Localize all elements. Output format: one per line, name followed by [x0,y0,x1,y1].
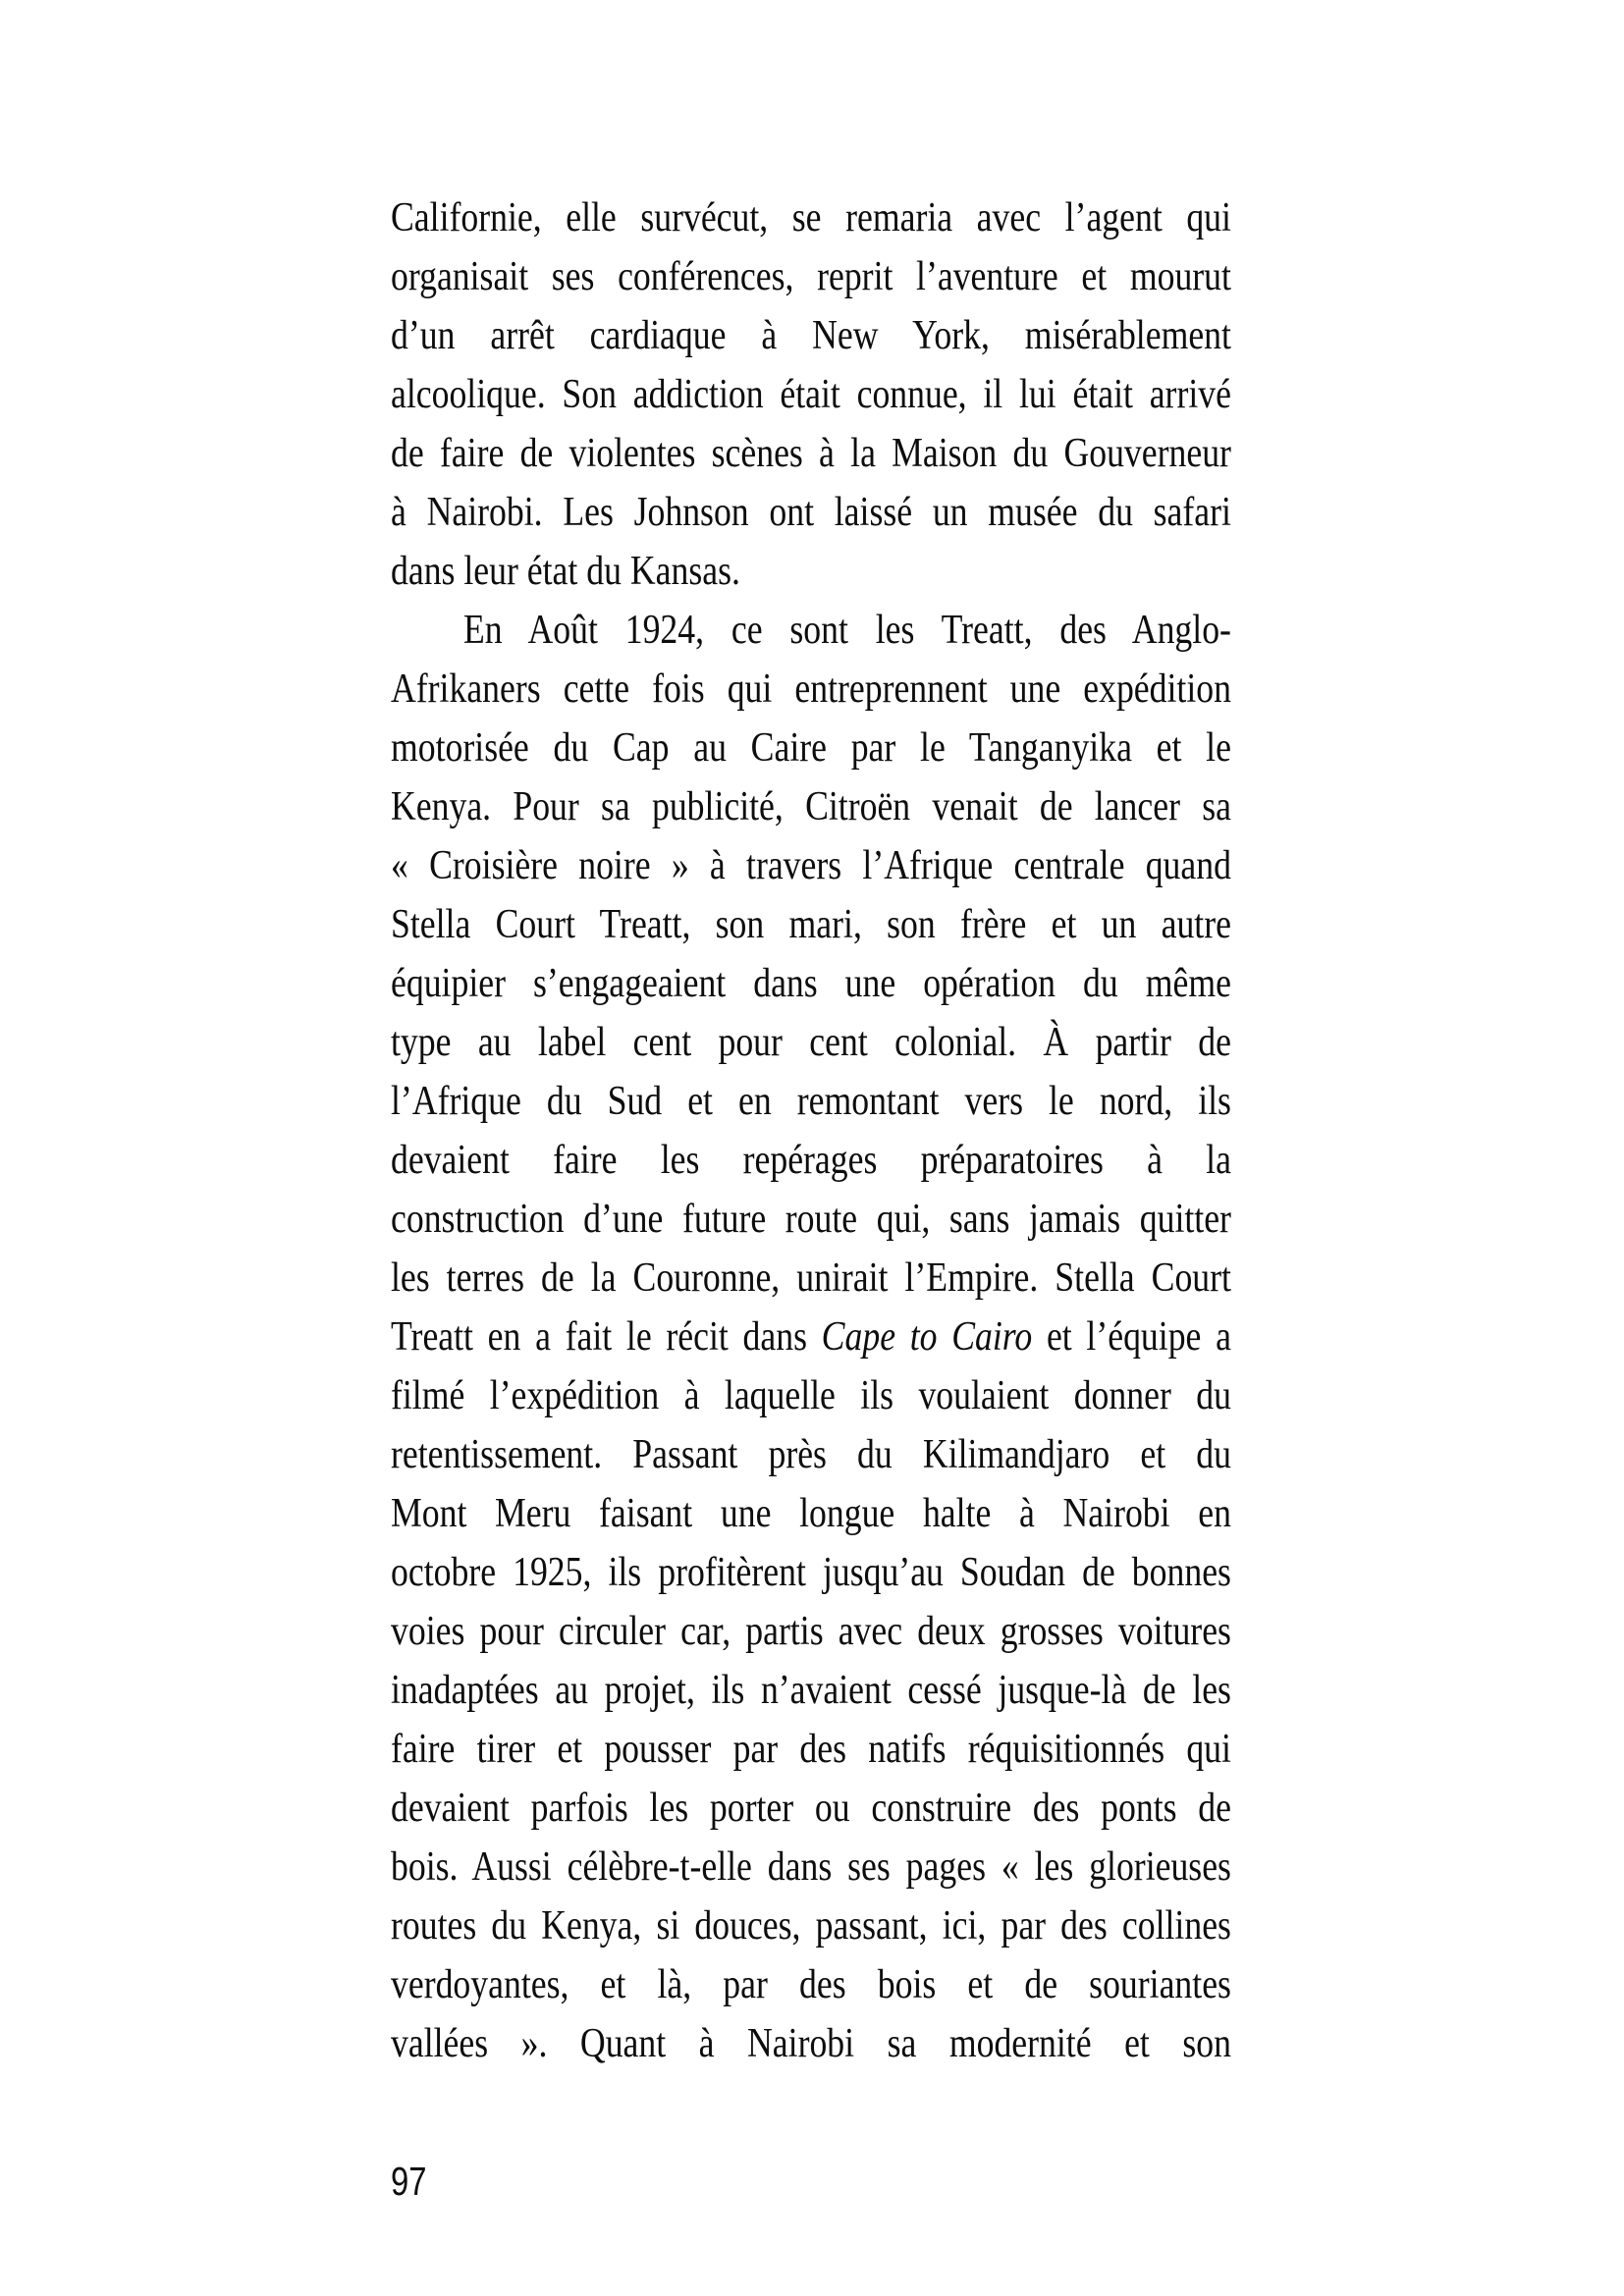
text-line [391,1425,1231,1484]
text-line [391,1072,1231,1131]
text-run: En Août 1924, ce sont les Treatt, des Anglo- [462,608,1231,653]
text-run: construction d’une future route qui, sans jamais quitter [391,1197,1231,1242]
text-run: Californie, elle survécut, se remaria avec l’agent qui [391,195,1231,240]
text-line [391,777,1231,836]
text-run: équipier s’engageaient dans une opération du même [391,961,1231,1006]
text-run: octobre 1925, ils profitèrent jusqu’au Soudan de bonnes [391,1550,1231,1595]
text-run: vallées ». Quant à Nairobi sa modernité et son [391,2021,1231,2066]
text-line [391,1543,1231,1602]
text-run: Afrikaners cette fois qui entreprennent une expédition [391,667,1231,712]
text-line [391,1308,1231,1366]
text-run: l’Afrique du Sud et en remontant vers le nord, ils [391,1079,1231,1124]
text-line [391,1955,1231,2014]
text-line [391,1779,1231,1838]
text-run: à Nairobi. Les Johnson ont laissé un musée du safari [391,490,1231,535]
text-run: les terres de la Couronne, unirait l’Empire. Stella Court [391,1255,1231,1301]
text-line [391,836,1231,895]
text-run: verdoyantes, et là, par des bois et de souriantes [391,1962,1231,2007]
text-run: alcoolique. Son addiction était connue, il lui était arrivé [391,372,1231,417]
text-line [391,660,1231,719]
text-line [391,1602,1231,1661]
text-line [391,719,1231,777]
text-run: dans leur état du Kansas. [391,549,740,594]
text-line [391,424,1231,483]
text-line [391,601,1231,660]
text-run: devaient parfois les porter ou construire des ponts de [391,1786,1231,1831]
text-line [391,483,1231,542]
text-run: Treatt en a fait le récit dans [391,1314,822,1360]
text-line [391,542,1231,601]
text-line [391,1896,1231,1955]
text-line [391,1484,1231,1543]
text-line [391,1249,1231,1308]
text-run: routes du Kenya, si douces, passant, ici, par des collines [391,1903,1231,1949]
text-line [391,365,1231,424]
text-line [391,188,1231,247]
text-run: Stella Court Treatt, son mari, son frère et un autre [391,902,1231,947]
text-run: inadaptées au projet, ils n’avaient cessé jusque-là de les [391,1668,1231,1713]
text-line [391,1013,1231,1072]
text-block [391,188,1231,2073]
text-run: filmé l’expédition à laquelle ils voulaient donner du [391,1373,1231,1418]
text-line [391,1366,1231,1425]
text-run: Mont Meru faisant une longue halte à Nairobi en [391,1491,1231,1536]
text-run: Kenya. Pour sa publicité, Citroën venait de lancer sa [391,784,1231,829]
italic-text-run: Cape to Cairo [821,1314,1033,1360]
text-run: faire tirer et pousser par des natifs réquisitionnés qui [391,1727,1231,1772]
text-line [391,1720,1231,1779]
text-line [391,1131,1231,1190]
text-run: retentissement. Passant près du Kilimandjaro et du [391,1432,1231,1477]
page-number: 97 [391,2159,427,2204]
text-run: « Croisière noire » à travers l’Afrique centrale quand [391,843,1231,888]
text-run: d’un arrêt cardiaque à New York, misérablement [391,313,1231,358]
text-line [391,306,1231,365]
text-line [391,895,1231,954]
text-run: devaient faire les repérages préparatoires à la [391,1138,1231,1183]
text-run: et l’équipe a [1032,1314,1231,1360]
text-run: type au label cent pour cent colonial. À partir de [391,1020,1231,1065]
text-line [391,1661,1231,1720]
text-run: motorisée du Cap au Caire par le Tanganyika et le [391,725,1231,771]
text-run: bois. Aussi célèbre-t-elle dans ses pages « les glorieuses [391,1844,1231,1890]
text-run: voies pour circuler car, partis avec deux grosses voitures [391,1609,1231,1654]
text-run: de faire de violentes scènes à la Maison du Gouverneur [391,431,1231,476]
text-line [391,247,1231,306]
text-run: organisait ses conférences, reprit l’aventure et mourut [391,254,1231,299]
text-line [391,1190,1231,1249]
text-line [391,1838,1231,1896]
text-line [391,954,1231,1013]
text-line [391,2014,1231,2073]
